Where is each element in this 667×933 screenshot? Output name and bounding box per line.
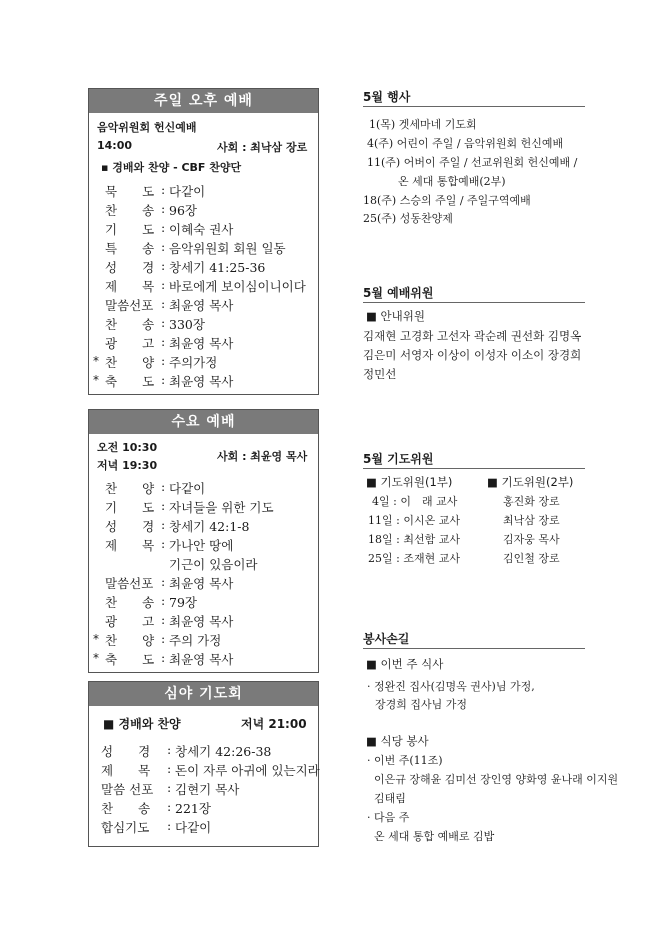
bullet-mark: * [93, 632, 99, 646]
may-event-item: 25(주) 성동찬양제 [363, 212, 453, 225]
order-separator: : [161, 631, 166, 646]
this-week-line-2: 김태림 [374, 792, 406, 805]
order-label: 찬 양 [105, 355, 155, 370]
order-separator: : [167, 818, 172, 833]
bullet-mark: * [93, 373, 99, 387]
order-value: 최윤영 목사 [169, 652, 234, 667]
order-separator: : [161, 498, 166, 513]
may-event-item: 11(주) 어버이 주일 / 선교위원회 헌신예배 / [367, 156, 578, 169]
prayer-part2-item: 김인철 장로 [503, 552, 560, 565]
may-events-title: 5월 행사 [363, 90, 411, 104]
bullet-mark: * [93, 354, 99, 368]
prayer-part2-item: 홍진화 장로 [503, 495, 560, 508]
order-label: 찬 송 [105, 595, 155, 610]
prayer-part1-item: 4일 : 이 래 교사 [372, 495, 458, 508]
order-label: 합심기도 [101, 820, 150, 835]
this-week-label: · 이번 주(11조) [367, 754, 443, 767]
order-label: 제 목 [105, 538, 155, 553]
order-value: 자녀들을 위한 기도 [169, 500, 274, 515]
wednesday-box [88, 409, 319, 673]
order-value: 330장 [169, 317, 205, 332]
order-value: 돈이 자루 아귀에 있는지라 [175, 763, 320, 778]
order-separator: : [161, 479, 166, 494]
night-prayer-box [88, 681, 319, 847]
order-value: 최윤영 목사 [169, 576, 234, 591]
wednesday-host: 사회 : 최윤영 목사 [217, 450, 308, 463]
order-value: 기근이 있음이라 [169, 557, 258, 572]
order-label: 광 고 [105, 614, 155, 629]
order-separator: : [161, 182, 166, 197]
order-label: 말씀선포 [105, 298, 154, 313]
order-label: 축 도 [105, 652, 155, 667]
order-label: 성 경 [105, 519, 155, 534]
order-separator: : [167, 761, 172, 776]
order-value: 김현기 목사 [175, 782, 240, 797]
usher-head: ■ 안내위원 [366, 309, 425, 323]
order-label: 찬 양 [105, 481, 155, 496]
may-events-rule [363, 106, 585, 107]
order-value: 다같이 [175, 820, 212, 835]
order-separator: : [161, 517, 166, 532]
meal-line-2: 장경희 집사님 가정 [375, 698, 468, 711]
service-title: 봉사손길 [363, 632, 410, 646]
order-value: 창세기 42:1-8 [169, 519, 250, 534]
order-separator: : [161, 593, 166, 608]
sunday-afternoon-title: 주일 오후 예배 [89, 89, 318, 113]
order-separator: : [161, 372, 166, 387]
may-event-item: 4(주) 어린이 주일 / 음악위원회 헌신예배 [367, 137, 564, 150]
order-separator: : [161, 334, 166, 349]
order-label: 광 고 [105, 336, 155, 351]
meal-line-1: · 정완진 집사(김명옥 권사)님 가정, [367, 680, 535, 693]
may-event-item: 18(주) 스승의 주일 / 주일구역예배 [363, 194, 531, 207]
order-separator: : [161, 277, 166, 292]
order-label: 기 도 [105, 222, 155, 237]
order-value: 221장 [175, 801, 211, 816]
order-label: 말씀선포 [105, 576, 154, 591]
order-separator: : [161, 315, 166, 330]
may-event-item: 1(목) 겟세마네 기도회 [369, 118, 477, 131]
prayer-part1-item: 11일 : 이시온 교사 [368, 514, 460, 527]
prayer-col2-head: ■ 기도위원(2부) [487, 475, 574, 489]
order-separator: : [161, 201, 166, 216]
order-label: 찬 송 [105, 317, 155, 332]
meal-head: ■ 이번 주 식사 [366, 657, 444, 671]
order-label: 말씀 선포 [101, 782, 154, 797]
order-label: 성 경 [101, 744, 151, 759]
night-prayer-title: 심야 기도회 [89, 682, 318, 706]
order-separator: : [167, 742, 172, 757]
order-label: 제 목 [101, 763, 151, 778]
order-value: 최윤영 목사 [169, 374, 234, 389]
order-value: 창세기 42:26-38 [175, 744, 272, 759]
order-separator: : [161, 574, 166, 589]
sunday-subtitle: 음악위원회 헌신예배 [97, 121, 197, 134]
next-week-line: 온 세대 통합 예배로 김밥 [374, 830, 495, 843]
prayer-part2-item: 김자웅 목사 [503, 533, 560, 546]
night-prayer-head: ■ 경배와 찬양 [103, 717, 181, 731]
order-separator: : [161, 239, 166, 254]
order-value: 바로에게 보이심이니이다 [169, 279, 306, 294]
wednesday-time-morning: 오전 10:30 [97, 441, 158, 454]
order-label: 묵 도 [105, 184, 155, 199]
order-label: 기 도 [105, 500, 155, 515]
this-week-line-1: 이은규 장해윤 김미선 장인영 양화영 윤나래 이지원 [374, 773, 619, 786]
wednesday-time-evening: 저녁 19:30 [97, 459, 158, 472]
order-separator: : [167, 780, 172, 795]
prayer-committee-rule [363, 468, 585, 469]
order-label: 찬 송 [101, 801, 151, 816]
usher-line: 김은미 서영자 이상이 이성자 이소이 장경희 [363, 348, 582, 362]
wednesday-title: 수요 예배 [89, 410, 318, 434]
order-separator: : [161, 220, 166, 235]
order-separator: : [161, 650, 166, 665]
order-separator: : [161, 258, 166, 273]
prayer-col1-head: ■ 기도위원(1부) [366, 475, 453, 489]
night-prayer-time: 저녁 21:00 [241, 717, 307, 731]
order-separator: : [161, 353, 166, 368]
order-label: 성 경 [105, 260, 155, 275]
sunday-host: 사회 : 최낙삼 장로 [217, 141, 308, 154]
order-separator: : [161, 296, 166, 311]
order-value: 창세기 41:25-36 [169, 260, 266, 275]
order-label: 축 도 [105, 374, 155, 389]
sunday-time: 14:00 [97, 139, 133, 152]
order-value: 이혜숙 권사 [169, 222, 234, 237]
order-value: 주의가정 [169, 355, 218, 370]
order-value: 최윤영 목사 [169, 336, 234, 351]
worship-committee-title: 5월 예배위원 [363, 286, 434, 300]
prayer-part2-item: 최낙삼 장로 [503, 514, 560, 527]
sunday-hymn-head: ▪ 경배와 찬양 - CBF 찬양단 [101, 161, 242, 174]
usher-line: 정민선 [363, 367, 397, 381]
order-label: 제 목 [105, 279, 155, 294]
order-value: 최윤영 목사 [169, 298, 234, 313]
service-rule [363, 648, 585, 649]
order-value: 가나안 땅에 [169, 538, 234, 553]
order-label: 특 송 [105, 241, 155, 256]
order-value: 96장 [169, 203, 197, 218]
worship-committee-rule [363, 302, 585, 303]
order-value: 최윤영 목사 [169, 614, 234, 629]
order-separator: : [161, 536, 166, 551]
order-separator: : [161, 612, 166, 627]
next-week-label: · 다음 주 [367, 811, 410, 824]
order-value: 다같이 [169, 481, 206, 496]
prayer-committee-title: 5월 기도위원 [363, 452, 434, 466]
bullet-mark: * [93, 651, 99, 665]
order-value: 다같이 [169, 184, 206, 199]
may-event-item: 온 세대 통합예배(2부) [398, 175, 506, 188]
prayer-part1-item: 25일 : 조재현 교사 [368, 552, 460, 565]
order-value: 79장 [169, 595, 197, 610]
order-label: 찬 양 [105, 633, 155, 648]
cafeteria-head: ■ 식당 봉사 [366, 734, 429, 748]
sunday-afternoon-box [88, 88, 319, 395]
prayer-part1-item: 18일 : 최선함 교사 [368, 533, 460, 546]
order-separator: : [167, 799, 172, 814]
order-label: 찬 송 [105, 203, 155, 218]
order-value: 주의 가정 [169, 633, 222, 648]
order-value: 음악위원회 회원 일동 [169, 241, 286, 256]
usher-line: 김재현 고경화 고선자 곽순례 권선화 김명옥 [363, 329, 582, 343]
